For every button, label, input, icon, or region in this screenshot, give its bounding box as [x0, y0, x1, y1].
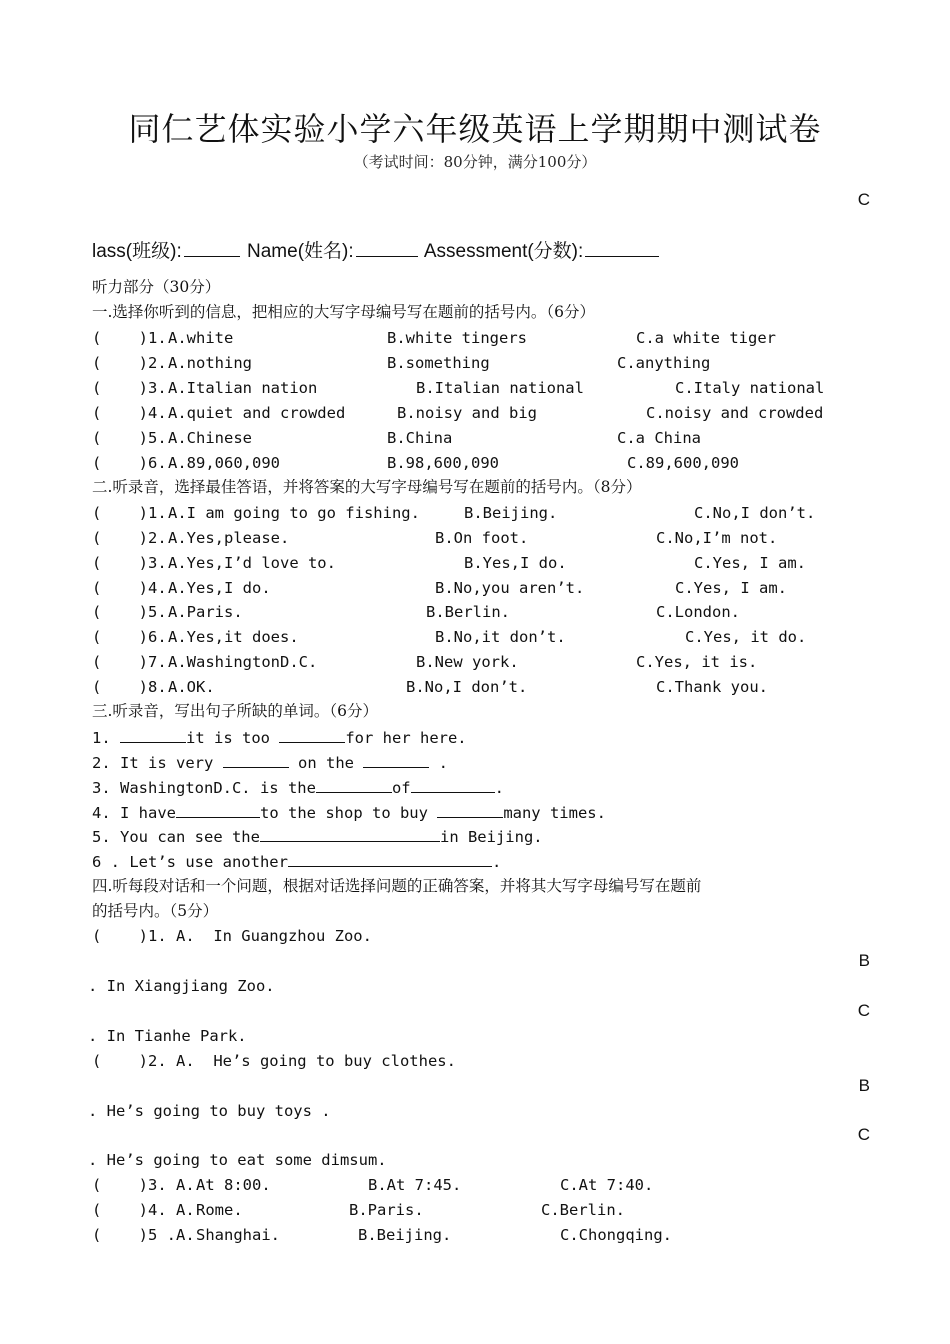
wrapped-letter-c: C	[857, 190, 870, 209]
p3-l4-text-a: 4. I have	[92, 804, 176, 822]
part3-header: 三.听录音，写出句子所缺的单词。（6分）	[92, 702, 379, 720]
p2-q1-num: ( )1.	[92, 504, 167, 522]
p3-l2-blank1[interactable]	[223, 752, 289, 768]
p1-q1-num: ( )1.	[92, 329, 167, 347]
p2-q4-b: B.No,you aren’t.	[435, 579, 585, 597]
p3-l2-blank2[interactable]	[363, 752, 429, 768]
p2-q4-c: C.Yes, I am.	[675, 579, 787, 597]
p2-q6-num: ( )6.	[92, 628, 167, 646]
p4-q2-b: . He’s going to buy toys .	[88, 1102, 331, 1120]
p1-q4-num: ( )4.	[92, 404, 167, 422]
p1-q3-c: C.Italy national	[675, 379, 825, 397]
p1-q1-b: B.white tingers	[387, 329, 527, 347]
p4-q1-c: . In Tianhe Park.	[88, 1027, 247, 1045]
exam-subtitle: （考试时间：80分钟，满分100分）	[353, 153, 597, 171]
p4-q4-c: C.Berlin.	[541, 1201, 625, 1219]
part4-header-line1: 四.听每段对话和一个问题，根据对话选择问题的正确答案，并将其大写字母编号写在题前	[92, 877, 702, 895]
p3-l3-text-c: .	[494, 779, 504, 797]
p4-q1-c-letter: C	[857, 1001, 870, 1020]
p2-q2-num: ( )2.	[92, 529, 167, 547]
p2-q3-a: A.Yes,I’d love to.	[168, 554, 336, 572]
p3-l1-text-b: it is too	[186, 729, 280, 747]
p1-q3-a: A.Italian nation	[168, 379, 318, 397]
p2-q4-num: ( )4.	[92, 579, 167, 597]
p4-q4-num: ( )4. A.	[92, 1201, 195, 1219]
p1-q3-num: ( )3.	[92, 379, 167, 397]
p4-q3-num: ( )3. A.	[92, 1176, 195, 1194]
p3-l4-text-b: to the shop to buy	[260, 804, 438, 822]
p3-l3-text-a: 3. WashingtonD.C. is the	[92, 779, 316, 797]
p3-l3-text-b: of	[391, 779, 411, 797]
p3-l4-text-c: many times.	[503, 804, 606, 822]
class-label: lass(班级):	[92, 241, 182, 262]
part2-header: 二.听录音，选择最佳答语，并将答案的大写字母编号写在题前的括号内。（8分）	[92, 478, 642, 496]
p3-l1-text-a: 1.	[92, 729, 120, 747]
p3-l5-text-a: 5. You can see the	[92, 828, 260, 846]
p2-q6-c: C.Yes, it do.	[685, 628, 807, 646]
p3-line5	[92, 826, 543, 847]
p3-l2-text-b: on the	[288, 754, 364, 772]
p1-q2-num: ( )2.	[92, 354, 167, 372]
p4-q5-c: C.Chongqing.	[560, 1226, 672, 1244]
p2-q5-num: ( )5.	[92, 603, 167, 621]
p3-l3-blank2[interactable]	[411, 777, 495, 793]
p4-q2-a: ( )2. A. He’s going to buy clothes.	[92, 1052, 456, 1070]
p3-l6-text-a: 6 . Let’s use another	[92, 853, 288, 871]
p4-q3-a: At 8:00.	[196, 1176, 271, 1194]
p4-q5-a: Shanghai.	[196, 1226, 280, 1244]
p1-q2-c: C.anything	[617, 354, 711, 372]
p4-q1-a: ( )1. A. In Guangzhou Zoo.	[92, 927, 372, 945]
p1-q1-a: A.white	[168, 329, 234, 347]
p2-q5-c: C.London.	[656, 603, 740, 621]
p2-q2-c: C.No,I’m not.	[656, 529, 778, 547]
p1-q6-a: A.89,060,090	[168, 454, 280, 472]
class-blank[interactable]	[184, 238, 240, 257]
assessment-blank[interactable]	[585, 238, 659, 257]
p4-q1-b-letter: B	[858, 951, 870, 970]
p4-q3-b: B.At 7:45.	[368, 1176, 462, 1194]
name-blank[interactable]	[356, 238, 418, 257]
p2-q1-b: B.Beijing.	[464, 504, 558, 522]
p2-q8-b: B.No,I don’t.	[406, 678, 528, 696]
p4-q4-a: Rome.	[196, 1201, 243, 1219]
p1-q2-a: A.nothing	[168, 354, 252, 372]
p1-q5-b: B.China	[387, 429, 453, 447]
p3-l4-blank2[interactable]	[437, 802, 503, 818]
p2-q3-b: B.Yes,I do.	[464, 554, 567, 572]
p2-q8-num: ( )8.	[92, 678, 167, 696]
p3-l2-text-c: .	[429, 754, 448, 772]
p1-q6-num: ( )6.	[92, 454, 167, 472]
p1-q5-a: A.Chinese	[168, 429, 252, 447]
p2-q3-num: ( )3.	[92, 554, 167, 572]
p2-q7-num: ( )7.	[92, 653, 167, 671]
listening-header: 听力部分（30分）	[92, 278, 221, 296]
p1-q4-a: A.quiet and crowded	[168, 404, 346, 422]
p4-q1-b: . In Xiangjiang Zoo.	[88, 977, 275, 995]
p2-q7-b: B.New york.	[416, 653, 519, 671]
part4-header-line2: 的括号内。（5分）	[92, 902, 219, 920]
p1-q4-c: C.noisy and crowded	[646, 404, 824, 422]
p4-q5-num: ( )5 .A.	[92, 1226, 195, 1244]
p2-q8-c: C.Thank you.	[656, 678, 768, 696]
p3-line2	[92, 752, 448, 773]
p3-l6-text-b: .	[491, 853, 502, 871]
p4-q3-c: C.At 7:40.	[560, 1176, 654, 1194]
p2-q2-b: B.On foot.	[435, 529, 529, 547]
p2-q6-a: A.Yes,it does.	[168, 628, 299, 646]
p3-l6-blank1[interactable]	[288, 851, 492, 867]
p3-l1-blank2[interactable]	[279, 727, 345, 743]
p3-l3-blank1[interactable]	[316, 777, 392, 793]
p1-q4-b: B.noisy and big	[397, 404, 537, 422]
p2-q1-a: A.I am going to go fishing.	[168, 504, 420, 522]
assessment-label: Assessment(分数):	[423, 241, 584, 262]
p4-q2-c: . He’s going to eat some dimsum.	[88, 1151, 387, 1169]
p3-l4-blank1[interactable]	[176, 802, 260, 818]
p3-line6	[92, 851, 501, 872]
p1-q5-c: C.a China	[617, 429, 701, 447]
p3-l5-blank1[interactable]	[260, 826, 440, 842]
p1-q3-b: B.Italian national	[416, 379, 584, 397]
p2-q7-c: C.Yes, it is.	[636, 653, 758, 671]
p2-q6-b: B.No,it don’t.	[435, 628, 566, 646]
p3-l1-blank1[interactable]	[120, 727, 186, 743]
p3-line3	[92, 777, 504, 798]
p3-l2-text-a: 2. It is very	[92, 754, 223, 772]
p4-q5-b: B.Beijing.	[358, 1226, 452, 1244]
p1-q5-num: ( )5.	[92, 429, 167, 447]
p1-q6-c: C.89,600,090	[627, 454, 739, 472]
p4-q2-b-letter: B	[858, 1076, 870, 1095]
student-info-line	[92, 236, 661, 263]
p2-q4-a: A.Yes,I do.	[168, 579, 271, 597]
p2-q2-a: A.Yes,please.	[168, 529, 290, 547]
p3-l5-text-b: in Beijing.	[439, 828, 543, 846]
p4-q4-b: B.Paris.	[349, 1201, 424, 1219]
p3-line4	[92, 802, 606, 823]
p1-q6-b: B.98,600,090	[387, 454, 499, 472]
p2-q1-c: C.No,I don’t.	[694, 504, 816, 522]
page-title: 同仁艺体实验小学六年级英语上学期期中测试卷	[128, 110, 822, 148]
p3-line1	[92, 727, 467, 748]
p2-q5-b: B.Berlin.	[426, 603, 510, 621]
p2-q7-a: A.WashingtonD.C.	[168, 653, 318, 671]
name-label: Name(姓名):	[247, 241, 354, 262]
p2-q5-a: A.Paris.	[168, 603, 243, 621]
p3-l1-text-c: for her here.	[345, 729, 467, 747]
part1-header: 一.选择你听到的信息，把相应的大写字母编号写在题前的括号内。（6分）	[92, 303, 596, 321]
p2-q8-a: A.OK.	[168, 678, 215, 696]
p2-q3-c: C.Yes, I am.	[694, 554, 806, 572]
p4-q2-c-letter: C	[857, 1125, 870, 1144]
p1-q1-c: C.a white tiger	[636, 329, 776, 347]
p1-q2-b: B.something	[387, 354, 490, 372]
